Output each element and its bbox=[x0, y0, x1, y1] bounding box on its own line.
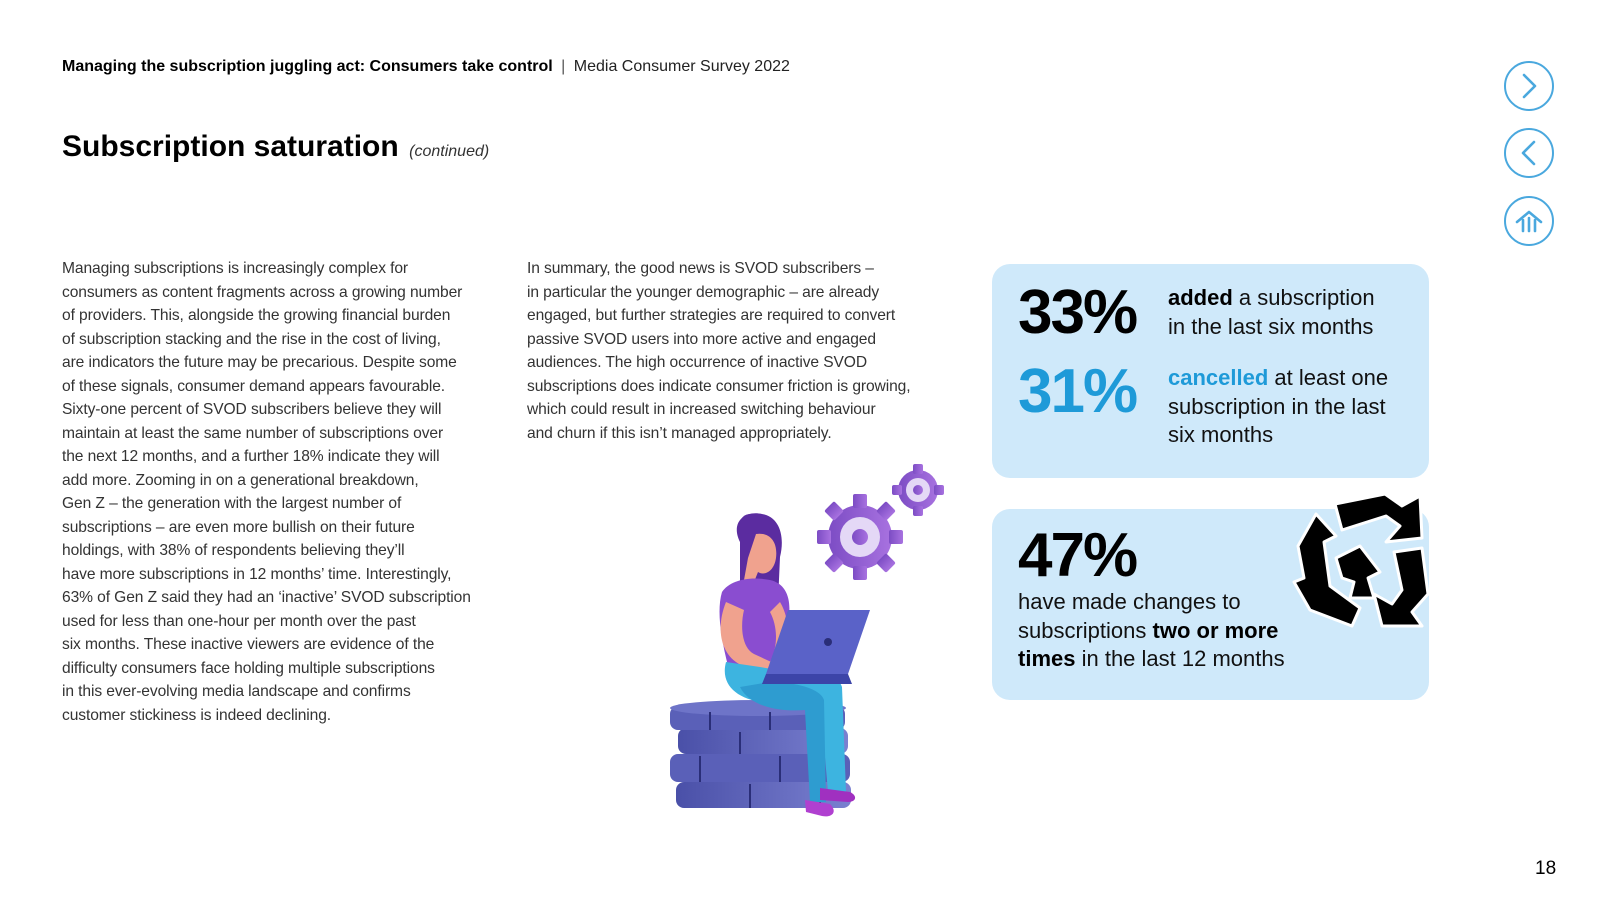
body-line: in this ever-evolving media landscape and confirms bbox=[62, 683, 411, 700]
body-line: difficulty consumers face holding multiple subscriptions bbox=[62, 659, 435, 677]
stats-card-subscriptions bbox=[992, 264, 1429, 478]
body-line: passive SVOD users into more active and engaged bbox=[527, 330, 876, 348]
section-continued: (continued) bbox=[409, 143, 490, 160]
body-line: of subscription stacking and the rise in the cost of living, bbox=[62, 330, 441, 348]
page-number: 18 bbox=[1535, 858, 1557, 879]
stat-added-line1 bbox=[1168, 284, 1418, 313]
chevron-left-icon bbox=[1518, 139, 1540, 167]
stat-added-line1-rest: a subscription bbox=[1232, 285, 1375, 310]
stat-added-bold: added bbox=[1168, 285, 1233, 310]
body-line: are indicators the future may be precarious. Despite some bbox=[62, 354, 457, 371]
stat-cancelled-line1 bbox=[1168, 364, 1418, 393]
home-button[interactable] bbox=[1504, 196, 1554, 246]
next-page-button[interactable] bbox=[1504, 61, 1554, 111]
body-line: add more. Zooming in on a generational breakdown, bbox=[62, 471, 419, 489]
stat-changes-line2 bbox=[1018, 617, 1318, 646]
body-line: have more subscriptions in 12 months’ time. Interestingly, bbox=[62, 565, 452, 583]
stat-changes-value: 47% bbox=[1018, 521, 1137, 590]
stat-changes-line2-pre: subscriptions bbox=[1018, 617, 1153, 643]
report-title: Managing the subscription juggling act: Consumers take control bbox=[62, 58, 553, 75]
body-line: and churn if this isn’t managed appropriately. bbox=[527, 424, 832, 442]
body-line: which could result in increased switching behaviour bbox=[527, 401, 876, 418]
stat-changes-line3-bold: times bbox=[1018, 646, 1076, 671]
stat-cancelled-line3: six months bbox=[1168, 422, 1274, 447]
stat-changes-line3 bbox=[1018, 645, 1318, 674]
header-separator: | bbox=[561, 58, 566, 75]
body-line: subscriptions – are even more bullish on their future bbox=[62, 518, 415, 536]
body-line: audiences. The high occurrence of inactive SVOD bbox=[527, 354, 867, 371]
body-line: Managing subscriptions is increasingly complex for bbox=[62, 260, 409, 277]
body-line: subscriptions does indicate consumer friction is growing, bbox=[527, 377, 911, 395]
stat-added-value: 33% bbox=[1018, 278, 1137, 347]
body-column-2 bbox=[527, 257, 967, 445]
body-line: maintain at least the same number of subscriptions over bbox=[62, 424, 444, 442]
stat-cancelled-line2: subscription in the last bbox=[1168, 393, 1386, 419]
previous-page-button[interactable] bbox=[1504, 128, 1554, 178]
woman-laptop-illustration bbox=[670, 462, 950, 852]
recycle-arrows-icon bbox=[1290, 486, 1430, 631]
body-line: engaged, but further strategies are required to convert bbox=[527, 307, 896, 324]
body-line: in particular the younger demographic – are already bbox=[527, 283, 880, 301]
body-line: of these signals, consumer demand appears favourable. bbox=[62, 377, 446, 395]
stat-changes-line2-bold: two or more bbox=[1152, 617, 1279, 643]
body-line: consumers as content fragments across a growing number bbox=[62, 283, 463, 301]
body-line: customer stickiness is indeed declining. bbox=[62, 706, 332, 724]
stat-changes-text bbox=[1018, 588, 1318, 674]
chevron-right-icon bbox=[1518, 72, 1540, 100]
section-heading bbox=[62, 130, 489, 164]
body-line: Gen Z – the generation with the largest number of bbox=[62, 495, 402, 512]
body-line: of providers. This, alongside the growing financial burden bbox=[62, 307, 451, 324]
section-title: Subscription saturation bbox=[62, 130, 399, 163]
stat-cancelled-value: 31% bbox=[1018, 357, 1137, 426]
body-line: In summary, the good news is SVOD subscribers – bbox=[527, 260, 874, 277]
stat-changes-line3-rest: in the last 12 months bbox=[1075, 646, 1285, 671]
survey-name: Media Consumer Survey 2022 bbox=[573, 58, 790, 75]
body-line: 63% of Gen Z said they had an ‘inactive’ SVOD subscription bbox=[62, 589, 471, 606]
stat-added-text bbox=[1168, 284, 1418, 341]
body-line: six months. These inactive viewers are evidence of the bbox=[62, 636, 435, 653]
gear-icon bbox=[892, 464, 944, 516]
stat-changes-line1: have made changes to bbox=[1018, 589, 1241, 614]
body-line: the next 12 months, and a further 18% indicate they will bbox=[62, 448, 440, 465]
stat-added-line2: in the last six months bbox=[1168, 313, 1374, 339]
stat-cancelled-text bbox=[1168, 364, 1418, 450]
body-column-1 bbox=[62, 257, 512, 727]
gear-icon bbox=[817, 494, 903, 580]
stat-cancelled-bold: cancelled bbox=[1168, 365, 1269, 390]
report-header bbox=[62, 58, 790, 76]
body-line: Sixty-one percent of SVOD subscribers believe they will bbox=[62, 401, 442, 418]
body-line: used for less than one-hour per month over the past bbox=[62, 612, 416, 630]
body-line: holdings, with 38% of respondents believing they’ll bbox=[62, 542, 405, 559]
stat-cancelled-line1-rest: at least one bbox=[1268, 365, 1389, 390]
home-icon bbox=[1514, 208, 1544, 234]
